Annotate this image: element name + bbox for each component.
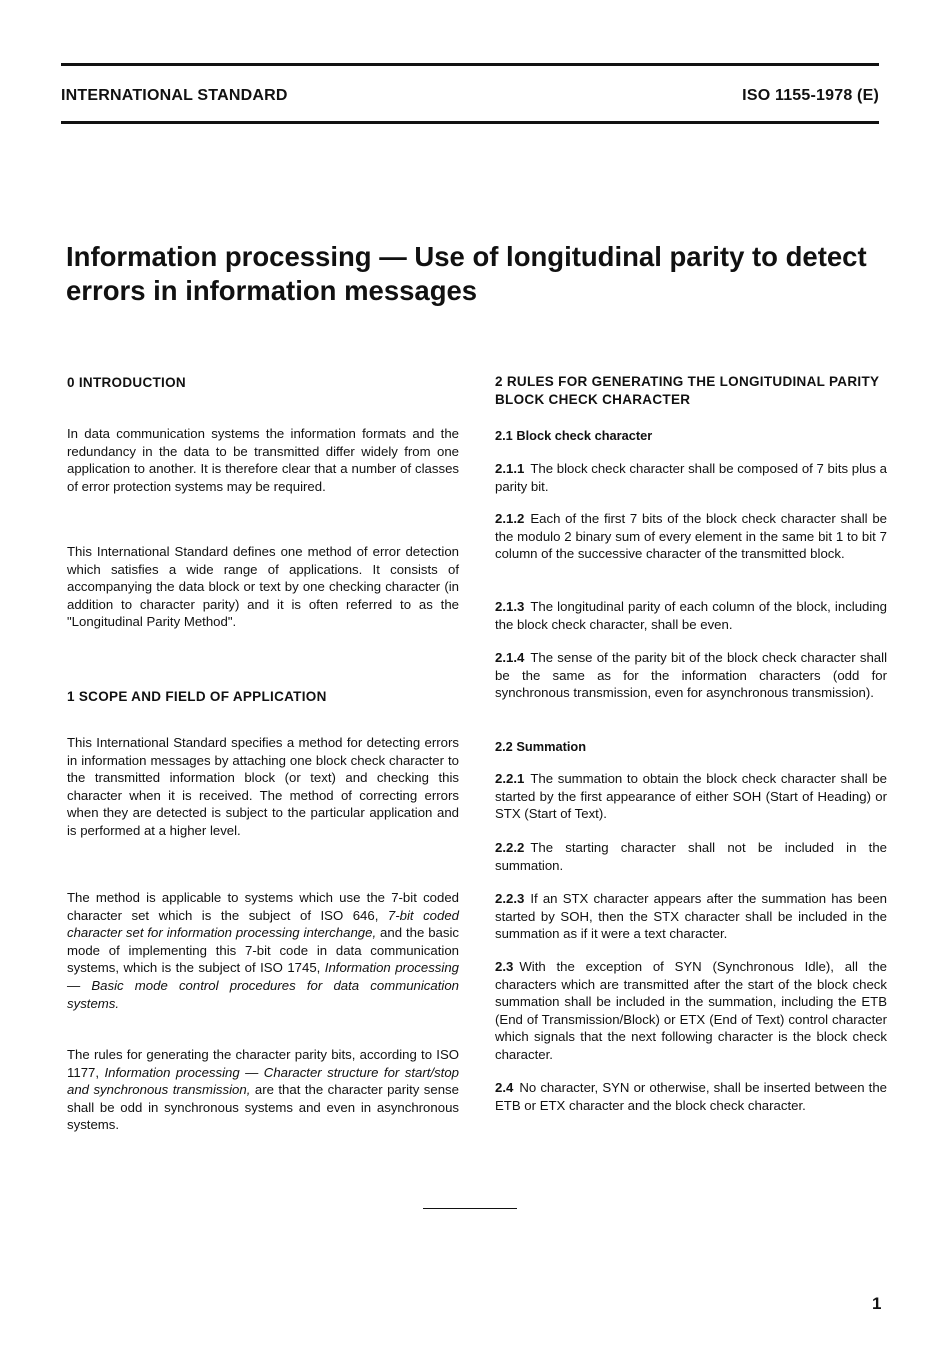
end-of-text-rule bbox=[423, 1208, 517, 1209]
clause-number: 2.2.3 bbox=[495, 891, 525, 906]
page-number: 1 bbox=[872, 1294, 882, 1313]
clause-2-3 bbox=[495, 958, 887, 1064]
clause-text: If an STX character appears after the summation has been started by SOH, then the STX character shall be included in the summation as if it were a text character. bbox=[495, 891, 887, 942]
clause-number: 2.2.1 bbox=[495, 771, 525, 786]
clause-number: 2.1.3 bbox=[495, 599, 525, 614]
clause-text: Each of the first 7 bits of the block check character shall be the modulo 2 binary sum of every element in the same bit 1 to bit 7 column of the successive character of the transmitted block. bbox=[495, 511, 887, 562]
header-standard-label: INTERNATIONAL STANDARD bbox=[61, 87, 288, 104]
document-title: Information processing — Use of longitudinal parity to detect errors in information messages bbox=[66, 241, 867, 306]
iso646-title: 7-bit coded character set for information processing interchange, bbox=[67, 907, 460, 941]
clause-2-1-2 bbox=[495, 510, 887, 563]
scope-p2-text-a: The method is applicable to systems which use the 7-bit coded character set which is the subject of ISO 646, bbox=[67, 890, 459, 923]
clause-number: 2.2.2 bbox=[495, 840, 525, 855]
clause-text: The longitudinal parity of each column of the block, including the block check character, shall be even. bbox=[495, 599, 887, 632]
scope-p3-text-a: The rules for generating the character parity bits, according to ISO 1177, bbox=[67, 1047, 459, 1080]
section-0-heading: 0 INTRODUCTION bbox=[67, 375, 186, 390]
intro-paragraph-1: In data communication systems the information formats and the redundancy in the data to be transmitted differ widely from one application to another. It is therefore clear that a number of classes of error protection systems may be required. bbox=[67, 426, 459, 494]
section-1-heading: 1 SCOPE AND FIELD OF APPLICATION bbox=[67, 689, 327, 704]
clause-text: The sense of the parity bit of the block check character shall be the same as for the information characters (odd for synchronous transmission, even for asynchronous transmission). bbox=[495, 650, 887, 701]
clause-2-4 bbox=[495, 1079, 887, 1114]
scope-p3-text-c: are that the character parity sense shall be odd in synchronous systems and even in asynchronous systems. bbox=[67, 1082, 459, 1133]
clause-2-2-1 bbox=[495, 770, 887, 823]
header-bottom-rule bbox=[61, 121, 879, 124]
iso1745-title: Information processing — Basic mode control procedures for data communication systems. bbox=[67, 960, 459, 1011]
clause-text: No character, SYN or otherwise, shall be inserted between the ETB or ETX character and the block check character. bbox=[495, 1080, 887, 1113]
section-2-2-heading: 2.2 Summation bbox=[495, 739, 587, 754]
clause-number: 2.1.1 bbox=[495, 461, 525, 476]
intro-paragraph-2: This International Standard defines one method of error detection which satisfies a wide range of applications. It consists of accompanying the data block or text by one checking character (in addition to character parity) and it is often referred to as the "Longitudinal Parity Method". bbox=[67, 544, 459, 630]
clause-text: With the exception of SYN (Synchronous Idle), all the characters which are transmitted after the start of the block check summation shall be included in the summation, including the ETB (End of Transmission/Block) or ETX (End of Text) control character which signals that the next following character is the block check character. bbox=[495, 959, 887, 1062]
clause-number: 2.3 bbox=[495, 959, 514, 974]
iso1177-title: Information processing — Character structure for start/stop and synchronous transmission, bbox=[67, 1064, 459, 1098]
section-2-1-heading: 2.1 Block check character bbox=[495, 428, 653, 443]
clause-text: The block check character shall be composed of 7 bits plus a parity bit. bbox=[495, 461, 887, 494]
clause-number: 2.1.4 bbox=[495, 650, 525, 665]
clause-number: 2.1.2 bbox=[495, 511, 525, 526]
clause-text: The starting character shall not be included in the summation. bbox=[495, 840, 887, 873]
clause-number: 2.4 bbox=[495, 1080, 514, 1095]
scope-paragraph-1: This International Standard specifies a method for detecting errors in information messages by attaching one block check character to the transmitted information block (or text) and checking this character when it is received. The method of correcting errors when they are detected is subject to the particular application and is performed at a higher level. bbox=[67, 735, 459, 838]
header-document-id: ISO 1155-1978 (E) bbox=[742, 87, 879, 104]
scope-paragraph-2 bbox=[67, 889, 459, 1012]
scope-p2-text-c: and the basic mode of implementing this 7-bit code in data communication systems, which is the subject of ISO 1745, bbox=[67, 925, 459, 976]
header-top-rule bbox=[61, 63, 879, 66]
clause-2-1-1 bbox=[495, 460, 887, 495]
clause-text: The summation to obtain the block check character shall be started by the first appearance of either SOH (Start of Heading) or STX (Start of Text). bbox=[495, 771, 887, 822]
clause-2-1-4 bbox=[495, 649, 887, 702]
scope-paragraph-3 bbox=[67, 1046, 459, 1134]
clause-2-1-3 bbox=[495, 598, 887, 633]
section-2-heading: 2 RULES FOR GENERATING THE LONGITUDINAL PARITY BLOCK CHECK CHARACTER bbox=[495, 374, 880, 407]
clause-2-2-2 bbox=[495, 839, 887, 874]
clause-2-2-3 bbox=[495, 890, 887, 943]
